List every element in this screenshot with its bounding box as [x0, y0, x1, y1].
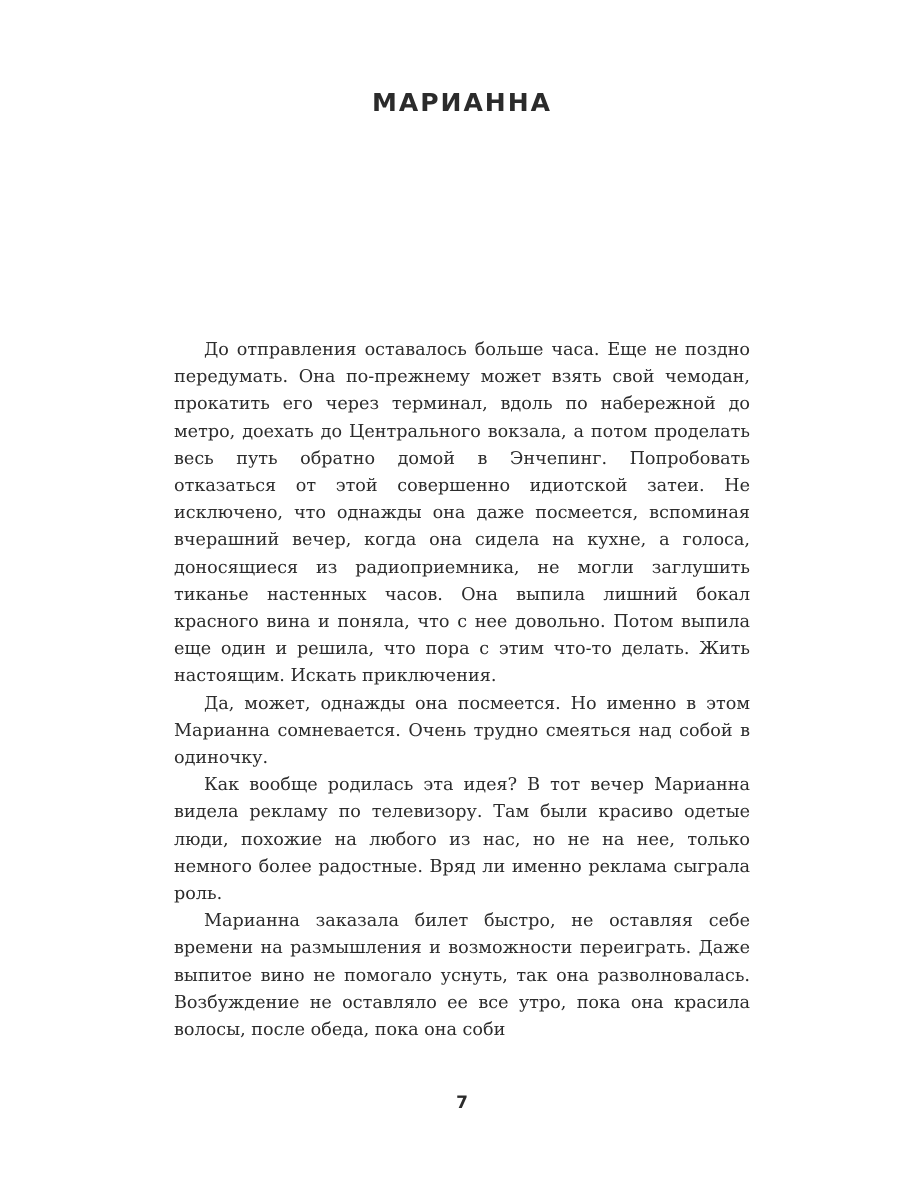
paragraph: До отправления оставалось больше часа. Еще не поздно передумать. Она по-прежнему может взять свой чемодан, прокатить его через терминал, вдоль по набережной до метро, доехать до Центрального вокзала, а потом проделать весь путь обратно домой в Энчепинг. Попробовать отказаться от этой совершенно идиотской затеи. Не исключено, что однажды она даже посмеется, вспоминая вчерашний вечер, когда она сидела на кухне, а голоса, доносящиеся из радиоприемника, не могли заглушить тиканье настенных часов. Она выпила лишний бокал красного вина и поняла, что с нее довольно. Потом выпила еще один и решила, что пора с этим что-то делать. Жить настоящим. Искать приключения. [174, 340, 750, 687]
page-number: 7 [456, 1093, 468, 1113]
paragraph: Марианна заказала билет быстро, не оставляя себе времени на размышления и возможности переиграть. Даже выпитое вино не помогало уснуть, так она разволновалась. Возбуждение не оставляло ее все утро, пока она красила волосы, после обеда, пока она соби [174, 911, 750, 1041]
paragraph: Да, может, однажды она посмеется. Но именно в этом Марианна сомневается. Очень трудно смеяться над собой в одиночку. [174, 693, 750, 769]
chapter-title: МАРИАННА [371, 88, 552, 117]
paragraph: Как вообще родилась эта идея? В тот вечер Марианна видела рекламу по телевизору. Там были красиво одетые люди, похожие на любого из нас, но не на нее, только немного более радостные. Вряд ли именно реклама сыграла роль. [174, 775, 750, 905]
body-text [174, 337, 750, 1044]
